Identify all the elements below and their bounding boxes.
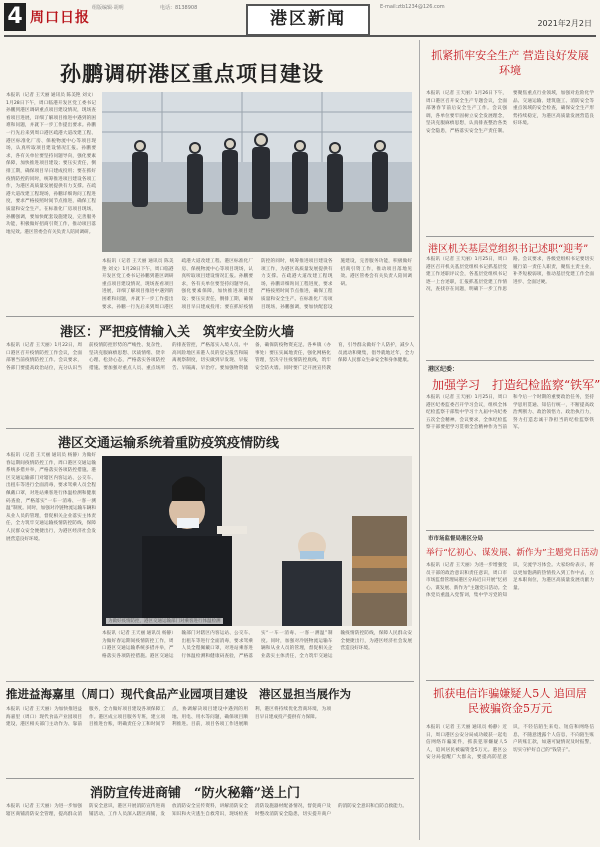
header-rule bbox=[4, 35, 596, 37]
divider bbox=[6, 681, 414, 682]
article-headline: 抓获电信诈骗嫌疑人5人 追回居民被骗资金5万元 bbox=[433, 687, 587, 715]
divider bbox=[426, 236, 594, 237]
editor-info: 组版编辑·胡明 bbox=[92, 5, 124, 11]
article-headline: 举行“忆初心、谋发展、新作为”主题党日活动 bbox=[426, 548, 599, 558]
article-headline: 港区：严把疫情输入关 筑牢安全防火墙 bbox=[60, 325, 295, 340]
article-body: 本报讯（记者 王天丽）为加快推进益海嘉里（周口）现代食品产业园项目建设，港区相关部门主动作为、靠前服务，全力做好项目建设各项保障工作。港区成立项目服务专班，建立项目推进台账，明确责任分工和时间节点，协调解决项目建设中遇到的用地、用电、用水等问题，确保项目顺利推进。目前，项目各项工作进展顺利，港区将持续优化营商环境，为项目早日建成投产提供有力保障。 bbox=[6, 707, 331, 728]
issue-date: 2021年2月2日 bbox=[537, 19, 592, 28]
article-body: 本报讯（记者 王天丽）为进一步加强辖区商铺消防安全管理，提高群众消防安全意识，港区开展消防宣传进商铺活动，工作人员深入辖区商铺，发放消防安全宣传资料，讲解消防安全知识和火灾逃生自救常识，现场检查消防设施器材配备情况，督促商户及时整改消防安全隐患，切实提升商户的消防安全意识和自防自救能力。 bbox=[6, 804, 407, 817]
article-headline: 港区机关基层党组织书记述职“迎考” bbox=[428, 244, 589, 255]
article-headline: 消防宣传进商铺 “防火秘籍”送上门 bbox=[90, 786, 300, 801]
main-body-col1: 本报讯（记者 王天丽 通讯员 陈美艳 刘文）1月28日下午，周口临港开发区党工委书记孙鹏到港区调研重点项目建设情况，现场查看项目进展，详细了解项目推进中遇到的困难和问题，并就下一步工作提出要求。孙鹏一行先后来到周口港区疏港大道改建工程、港区标准化厂房、保税物流中心等项目现场，认真听取项目建设情况汇报。孙鹏要求，各有关单位要坚持问题导向，强化要素保障，加快推进项目建设；要压实责任，倒排工期，确保项目早日建成投用；要在抓好疫情防控的同时，统筹推进项目建设各项工作，为港区高质量发展提供有力支撑。在疏港大道改建工程现场，孙鹏详细询问工程进度，要求严格按照时间节点推进，确保工程质量和安全生产。在标准化厂房项目现场，孙鹏强调，要加快配套设施建设，完善服务功能，积极做好招商引资工作，推动项目落地见效。港区管委会有关负责人陪同调研。 bbox=[6, 93, 96, 235]
article-headline: 加强学习 打造纪检监察“铁军” bbox=[432, 378, 600, 392]
article-body: 本报讯（记者 王天丽）1月25日，周口港区召开机关基层党组织书记抓基层党建工作述职评议会，各基层党组织书记逐一上台述职，汇报抓基层党建工作情况，查找存在问题，明确下一步工作思路。会议要求，各级党组织书记要切实履行第一责任人职责，聚焦主责主业，补齐短板弱项，推动基层党建工作全面进步、全面过硬。 bbox=[426, 257, 594, 293]
section-title: 港区新闻 bbox=[246, 4, 370, 36]
divider bbox=[426, 680, 594, 681]
page-header bbox=[0, 0, 600, 36]
article-headline: 推进益海嘉里（周口）现代食品产业园项目建设 港区显担当展作为 bbox=[6, 687, 351, 701]
divider bbox=[6, 778, 414, 779]
article-body: 本报讯（记者 王天丽）1月25日，周口港区纪委监委召开学习会议，组织全体纪检监察干部集中学习十九届中央纪委五次全会精神。会议要求，全体纪检监察干部要把学习贯彻全会精神作为当前和今后一个时期的重要政治任务，坚持学思用贯通、知信行统一，不断提高政治判断力、政治领悟力、政治执行力，努力打造忠诚干净担当的纪检监察铁军。 bbox=[426, 395, 594, 431]
main-headline: 孙鹏调研港区重点项目建设 bbox=[60, 61, 324, 86]
column-divider bbox=[419, 40, 420, 840]
article-photo bbox=[102, 456, 412, 626]
newspaper-logo: 周口日报 bbox=[30, 10, 90, 26]
divider bbox=[426, 360, 594, 361]
page-number: 4 bbox=[4, 3, 26, 31]
photo-caption: 为做好疫情防控，港区交通运输部门对乘客进行体温检测 bbox=[108, 619, 221, 624]
inspection-scene-image bbox=[102, 92, 412, 252]
email-info: E-mail:ztb1234@126.com bbox=[380, 4, 445, 10]
article-body: 本报讯（记者 王天丽 通讯员 杨静）为做好春运期间疫情防控工作，周口港区交通运输系统多措并举，严格落实各项防控措施。港区交通运输部门对辖区内客运站、公交车、出租车等进行全面消毒，要求驾乘人员全程佩戴口罩，对进站乘客进行体温检测和健康码查验，严格落实“一车一消毒、一客一测温”制度。同时，加强对冷链物流运输车辆和从业人员的管理，督促相关企业落实主体责任，全力筑牢交通运输疫情防控防线，保障人民群众安全便捷出行，为港区经济社会发展营造良好环境。 bbox=[6, 453, 96, 542]
article-body: 本报讯（记者 王天丽）为进一步增强党员干部的政治意识和责任意识，周口市市场监督管理局港区分局近日开展“忆初心、谋发展、新作为”主题党日活动。全体党员重温入党誓词，集中学习党的知识，交流学习体会。大家纷纷表示，将以更加饱满的热情投入到工作中去，立足本职岗位，为港区高质量发展贡献力量。 bbox=[426, 563, 594, 599]
article-body: 本报讯（记者 王天丽 通讯员 杨静）近日，周口港区公安分局成功破获一起电信网络诈骗案件，抓获犯罪嫌疑人5人，追回居民被骗资金5万元。港区公安分局提醒广大群众，要提高防范意识，不轻信陌生来电、短信和网络信息，不随意透露个人信息，不向陌生账户转账汇款，如遇可疑情况及时报警，切实守护好自己的“钱袋子”。 bbox=[426, 725, 594, 761]
article-headline: 港区交通运输系统着重防疫筑疫情防线 bbox=[58, 436, 280, 451]
article-kicker: 市市场监督局港区分局 bbox=[428, 536, 484, 542]
article-body: 本报讯（记者 王天丽）1月22日，周口港区召开疫情防控工作会议，全面部署当前疫情防控工作。会议要求，各部门要提高政治站位，充分认识当前疫情防控形势的严峻性、复杂性，坚决克服麻痹思想、厌战情绪、侥幸心理、松劲心态，严格落实各项防控措施。要加强对重点人员、重点场所的排查管控，严格落实入境人员、中高风险地区来港人员的登记报告和隔离观察制度，切实做到早发现、早报告、早隔离、早治疗。要加强物资储备，确保防疫物资充足。各乡镇（办事处）要压实属地责任，强化网格化管理，坚决守住疫情防控底线，筑牢安全防火墙。同时要广泛开展宣传教育，引导群众做好个人防护，减少人员流动和聚集，倡导就地过年，全力保障人民群众生命安全和身体健康。 bbox=[6, 343, 414, 371]
article-kicker: 港区纪委： bbox=[428, 366, 459, 373]
divider bbox=[6, 316, 414, 317]
divider bbox=[426, 530, 594, 531]
temperature-check-image bbox=[102, 456, 412, 626]
main-photo bbox=[102, 92, 412, 252]
article-body: 本报讯（记者 王天丽）1月26日下午，周口港区召开安全生产专题会议，全面部署春节前后安全生产工作。会议强调，各单位要牢固树立安全发展理念，坚决克服麻痹思想，认真排查整治各类安全隐患，严格落实安全生产责任制。要聚焦重点行业领域，加强对危险化学品、交通运输、建筑施工、消防安全等重点领域的安全检查，确保安全生产形势持续稳定，为港区高质量发展营造良好环境。 bbox=[426, 91, 594, 134]
divider bbox=[6, 428, 414, 429]
phone-info: 电话：8138908 bbox=[160, 5, 198, 11]
main-body-col2: 本报讯（记者 王天丽 通讯员 陈美艳 刘文）1月28日下午，周口临港开发区党工委书记孙鹏到港区调研重点项目建设情况，现场查看项目进展，详细了解项目推进中遇到的困难和问题，并就下一步工作提出要求。孙鹏一行先后来到周口港区疏港大道改建工程、港区标准化厂房、保税物流中心等项目现场，认真听取项目建设情况汇报。孙鹏要求，各有关单位要坚持问题导向，强化要素保障，加快推进项目建设；要压实责任，倒排工期，确保项目早日建成投用；要在抓好疫情防控的同时，统筹推进项目建设各项工作，为港区高质量发展提供有力支撑。在疏港大道改建工程现场，孙鹏详细询问工程进度，要求严格按照时间节点推进，确保工程质量和安全生产。在标准化厂房项目现场，孙鹏强调，要加快配套设施建设，完善服务功能，积极做好招商引资工作，推动项目落地见效。港区管委会有关负责人陪同调研。 bbox=[102, 259, 412, 310]
article-body-cont: 本报讯（记者 王天丽 通讯员 杨静）为做好春运期间疫情防控工作，周口港区交通运输系统多措并举，严格落实各项防控措施。港区交通运输部门对辖区内客运站、公交车、出租车等进行全面消毒，要求驾乘人员全程佩戴口罩，对进站乘客进行体温检测和健康码查验，严格落实“一车一消毒、一客一测温”制度。同时，加强对冷链物流运输车辆和从业人员的管理，督促相关企业落实主体责任，全力筑牢交通运输疫情防控防线，保障人民群众安全便捷出行，为港区经济社会发展营造良好环境。 bbox=[102, 631, 412, 659]
article-headline: 抓紧抓牢安全生产 营造良好发展环境 bbox=[431, 49, 589, 77]
